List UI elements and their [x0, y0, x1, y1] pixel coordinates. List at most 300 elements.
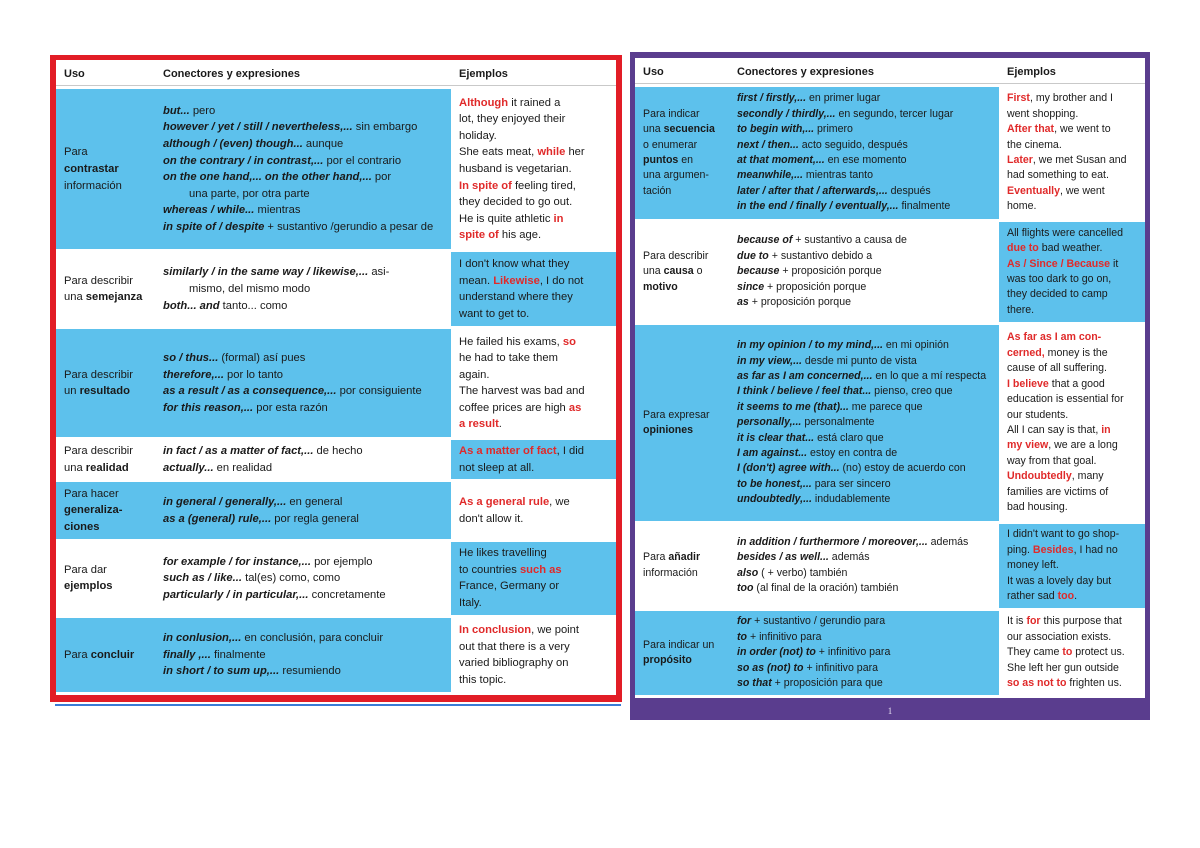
highlighted-connector: so: [562, 335, 576, 348]
highlighted-connector: Eventually: [1007, 184, 1060, 197]
text-segment: there.: [1007, 303, 1035, 316]
uso-cell: [56, 440, 155, 479]
text-line: [163, 383, 443, 400]
uso-cell: [56, 89, 155, 249]
text-segment: estoy en contra de: [807, 447, 898, 460]
text-segment: secuencia: [663, 123, 715, 136]
example-cell: [999, 611, 1145, 695]
text-line: [643, 107, 721, 122]
text-line: [1007, 614, 1137, 629]
text-line: [459, 443, 608, 460]
text-segment: realidad: [85, 461, 129, 474]
uso-cell: [635, 325, 729, 521]
text-line: [64, 502, 147, 519]
uso-cell: [635, 524, 729, 608]
text-segment: motivo: [643, 280, 678, 293]
highlighted-connector: Likewise: [493, 274, 540, 287]
bottom-rule: [55, 704, 621, 706]
text-segment: don't allow it.: [459, 512, 524, 525]
text-segment: en segundo, tercer lugar: [835, 107, 954, 120]
text-line: [1007, 226, 1137, 241]
text-segment: Para describir: [64, 368, 134, 381]
text-segment: it: [1110, 257, 1119, 270]
text-segment: to countries: [459, 563, 520, 576]
highlighted-connector: a result: [459, 418, 499, 431]
uso-cell: [56, 252, 155, 326]
connector-phrase: in order (not) to: [737, 646, 816, 659]
text-segment: , I did: [556, 445, 584, 458]
connector-phrase: at that moment,...: [737, 153, 825, 166]
text-line: [737, 566, 991, 581]
left-connectors-card: [50, 55, 622, 702]
text-line: [1007, 543, 1137, 558]
text-segment: una: [64, 291, 86, 304]
table-row: [56, 252, 616, 326]
text-line: [459, 289, 608, 306]
text-line: [459, 562, 608, 579]
text-segment: went shopping.: [1007, 107, 1079, 120]
highlighted-connector: as: [568, 401, 582, 414]
text-segment: ejemplos: [64, 580, 113, 593]
text-line: [163, 136, 443, 153]
highlighted-connector: so as not to: [1007, 677, 1067, 690]
text-line: [1007, 138, 1137, 153]
text-line: [1007, 361, 1137, 376]
connector-phrase: finally ,...: [163, 648, 211, 661]
example-cell: [451, 618, 616, 692]
text-segment: o enumerar: [643, 138, 698, 151]
table-row: [635, 87, 1145, 219]
uso-cell: [635, 87, 729, 219]
text-line: [1007, 574, 1137, 589]
text-line: [643, 184, 721, 199]
text-line: [1007, 241, 1137, 256]
text-segment: families are victims of: [1007, 485, 1109, 498]
text-segment: I didn't want to go shop-: [1007, 528, 1120, 541]
text-line: [643, 550, 721, 565]
table-row: [56, 329, 616, 437]
highlighted-connector: for: [1026, 615, 1041, 628]
connector-phrase: in conlusion,...: [163, 632, 242, 645]
text-line: [163, 367, 443, 384]
text-segment: varied bibliography on: [459, 657, 569, 670]
text-line: [737, 415, 991, 430]
connector-phrase: in short / to sum up,...: [163, 665, 280, 678]
connector-phrase: actually...: [163, 461, 214, 474]
connector-phrase: personally,...: [737, 416, 802, 429]
text-line: [1007, 676, 1137, 691]
connector-phrase: besides / as well...: [737, 551, 829, 564]
right-connectors-table: [635, 58, 1145, 698]
highlighted-connector: cerned,: [1007, 346, 1045, 359]
text-line: [459, 256, 608, 273]
example-cell: [999, 325, 1145, 521]
left-table-body: [56, 89, 616, 692]
connector-phrase: as a (general) rule,...: [163, 512, 272, 525]
text-segment: pero: [189, 104, 216, 117]
text-line: [459, 655, 608, 672]
text-segment: Italy.: [459, 597, 482, 610]
text-line: [643, 122, 721, 137]
text-line: [64, 161, 147, 178]
text-line: [1007, 589, 1137, 604]
connector-phrase: for: [737, 615, 752, 628]
text-line: [459, 128, 608, 145]
text-segment: + proposición porque: [748, 296, 851, 309]
connector-phrase: as: [737, 296, 749, 309]
highlighted-connector: Besides: [1032, 543, 1074, 556]
text-segment: propósito: [643, 653, 692, 666]
text-segment: concretamente: [308, 588, 386, 601]
uso-cell: [56, 618, 155, 692]
text-segment: + sustantivo /gerundio a pesar de: [264, 221, 434, 234]
connector-phrase: due to: [737, 249, 769, 262]
text-segment: .: [498, 418, 502, 431]
example-cell: [451, 482, 616, 538]
text-segment: her: [565, 146, 585, 159]
text-line: [163, 264, 443, 281]
text-line: [737, 431, 991, 446]
text-line: [459, 306, 608, 323]
text-segment: She left her gun outside: [1007, 661, 1119, 674]
connector-phrase: in my opinion / to my mind,...: [737, 339, 883, 352]
text-segment: por consiguiente: [336, 385, 422, 398]
text-line: [459, 595, 608, 612]
table-row: [56, 542, 616, 616]
highlighted-connector: Undoubtedly: [1007, 470, 1072, 483]
connector-phrase: later / after that / afterwards,...: [737, 184, 888, 197]
text-line: [163, 119, 443, 136]
text-segment: .: [1074, 590, 1078, 602]
text-segment: It is: [1007, 615, 1027, 628]
uso-cell: [635, 611, 729, 695]
text-line: [1007, 438, 1137, 453]
text-line: [643, 280, 721, 295]
text-segment: our students.: [1007, 408, 1069, 421]
text-line: [1007, 184, 1137, 199]
text-segment: en lo que a mí respecta: [872, 370, 987, 382]
connectors-cell: [729, 222, 999, 322]
text-segment: para ser sincero: [811, 477, 891, 490]
connector-phrase: as far as I am concerned,...: [737, 370, 873, 382]
connectors-cell: [729, 524, 999, 608]
connector-phrase: in fact / as a matter of fact,...: [163, 445, 314, 458]
text-segment: finalmente: [210, 648, 266, 661]
text-line: [459, 273, 608, 290]
text-line: [737, 199, 991, 214]
text-segment: en primer lugar: [806, 92, 881, 105]
text-line: [1007, 168, 1137, 183]
connector-phrase: particularly / in particular,...: [163, 588, 309, 601]
text-segment: understand where they: [459, 291, 573, 304]
text-line: [737, 153, 991, 168]
text-segment: they decided to go out.: [459, 196, 573, 209]
text-segment: He failed his exams,: [459, 335, 563, 348]
text-segment: I don't know what they: [459, 258, 570, 271]
text-line: [459, 178, 608, 195]
text-segment: bad weather.: [1038, 242, 1103, 255]
text-line: [459, 161, 608, 178]
text-segment: All flights were cancelled: [1007, 226, 1123, 239]
connector-phrase: but...: [163, 104, 190, 117]
text-segment: lot, they enjoyed their: [459, 113, 566, 126]
uso-cell: [635, 222, 729, 322]
text-line: [459, 545, 608, 562]
text-line: [163, 400, 443, 417]
example-cell: [999, 87, 1145, 219]
text-line: [64, 647, 147, 664]
text-segment: ping.: [1007, 543, 1033, 556]
table-row: [635, 524, 1145, 608]
header-uso: Uso: [56, 63, 155, 86]
text-line: [1007, 107, 1137, 122]
left-connectors-table: [56, 60, 616, 695]
text-segment: Para: [643, 551, 669, 564]
text-line: [737, 661, 991, 676]
text-line: [737, 645, 991, 660]
text-line: [459, 95, 608, 112]
text-line: [459, 334, 608, 351]
header-uso: Uso: [635, 61, 729, 84]
table-row: [56, 482, 616, 538]
connector-phrase: although / (even) though...: [163, 138, 303, 151]
highlighted-connector: As far as I am con-: [1007, 331, 1102, 344]
connector-phrase: since: [737, 280, 765, 293]
text-line: [163, 663, 443, 680]
text-segment: bad housing.: [1007, 500, 1068, 513]
text-segment: it rained a: [508, 96, 561, 109]
text-segment: cause of all suffering.: [1007, 362, 1107, 375]
highlighted-connector: After that: [1007, 123, 1055, 136]
text-segment: out that there is a very: [459, 640, 570, 653]
example-cell: [451, 542, 616, 616]
text-line: [459, 639, 608, 656]
connector-phrase: so as (not) to: [737, 661, 804, 674]
text-segment: , I do not: [539, 274, 584, 287]
text-line: [737, 581, 991, 596]
connector-phrase: whereas / while...: [163, 204, 255, 217]
text-segment: en conclusión, para concluir: [241, 632, 384, 645]
example-cell: [451, 329, 616, 437]
text-segment: not sleep at all.: [459, 461, 535, 474]
text-segment: mientras tanto: [802, 169, 874, 182]
text-segment: + sustantivo / gerundio para: [751, 615, 886, 628]
text-segment: añadir: [668, 551, 701, 564]
text-segment: Para dar: [64, 563, 107, 576]
text-segment: primero: [814, 123, 853, 136]
highlighted-connector: in: [1101, 423, 1111, 436]
text-segment: + infinitivo para: [747, 630, 822, 643]
connectors-cell: [155, 618, 451, 692]
text-line: [459, 194, 608, 211]
text-line: [459, 144, 608, 161]
text-line: [737, 354, 991, 369]
text-segment: husband is vegetarian.: [459, 162, 572, 175]
text-line: [1007, 303, 1137, 318]
connectors-cell: [155, 89, 451, 249]
uso-cell: [56, 329, 155, 437]
text-line: [163, 554, 443, 571]
text-line: [1007, 122, 1137, 137]
text-line: [459, 383, 608, 400]
text-segment: , we: [549, 495, 570, 508]
text-segment: una: [643, 123, 664, 136]
text-line: [1007, 454, 1137, 469]
text-segment: this purpose that: [1040, 615, 1122, 628]
text-line: [163, 443, 443, 460]
text-line: [643, 249, 721, 264]
connector-phrase: to be honest,...: [737, 477, 812, 490]
text-segment: , we point: [531, 623, 579, 636]
text-segment: money left.: [1007, 559, 1059, 572]
text-segment: feeling tired,: [511, 179, 576, 192]
text-segment: por lo tanto: [223, 368, 284, 381]
text-line: [737, 107, 991, 122]
text-line: [1007, 272, 1137, 287]
text-segment: Para: [64, 648, 91, 661]
text-line: [737, 676, 991, 691]
text-line: [737, 550, 991, 565]
text-segment: + proposición para que: [771, 677, 883, 690]
page-number: 1: [887, 706, 893, 716]
text-segment: por ejemplo: [310, 555, 373, 568]
text-segment: o: [693, 265, 703, 278]
text-segment: indudablemente: [811, 493, 891, 506]
text-line: [163, 570, 443, 587]
header-ejemplos: Ejemplos: [451, 63, 616, 86]
text-line: [1007, 485, 1137, 500]
text-line: [64, 460, 147, 477]
text-line: [163, 647, 443, 664]
highlighted-connector: As / Since / Because: [1007, 257, 1111, 270]
text-line: [737, 233, 991, 248]
text-segment: sin embargo: [352, 121, 418, 134]
text-segment: home.: [1007, 200, 1037, 213]
text-segment: opiniones: [643, 423, 694, 436]
text-line: [459, 494, 608, 511]
text-line: [1007, 645, 1137, 660]
text-segment: me parece que: [848, 400, 923, 413]
text-segment: asi-: [368, 266, 390, 279]
text-segment: our association exists.: [1007, 630, 1112, 643]
text-line: [459, 367, 608, 384]
connector-phrase: first / firstly,...: [737, 92, 807, 105]
text-line: [737, 264, 991, 279]
text-line: [1007, 199, 1137, 214]
text-segment: pienso, creo que: [871, 385, 953, 398]
text-line: [737, 446, 991, 461]
text-line: [737, 122, 991, 137]
highlighted-connector: while: [537, 146, 566, 159]
text-line: [737, 369, 991, 384]
text-line: [643, 264, 721, 279]
text-segment: Para hacer: [64, 487, 119, 500]
text-segment: personalmente: [801, 416, 875, 429]
highlighted-connector: As a matter of fact: [459, 445, 557, 458]
uso-cell: [56, 542, 155, 616]
connector-phrase: as a result / as a consequence,...: [163, 385, 337, 398]
text-line: [163, 630, 443, 647]
connectors-cell: [729, 87, 999, 219]
text-segment: además: [927, 536, 969, 549]
text-line: [64, 562, 147, 579]
text-segment: causa: [663, 265, 694, 278]
right-table-body: [635, 87, 1145, 695]
text-line: [459, 622, 608, 639]
connector-phrase: because of: [737, 234, 793, 247]
connectors-cell: [155, 440, 451, 479]
highlighted-connector: First: [1007, 92, 1030, 105]
text-line: [737, 184, 991, 199]
text-segment: Para describir: [64, 274, 134, 287]
table-row: [56, 618, 616, 692]
text-line: [737, 400, 991, 415]
text-line: [737, 138, 991, 153]
highlighted-connector: too: [1057, 590, 1075, 602]
text-segment: por el contrario: [323, 154, 402, 167]
connector-phrase: in spite of / despite: [163, 221, 265, 234]
text-line: [459, 227, 608, 244]
text-segment: mean.: [459, 274, 494, 287]
text-line: [459, 350, 608, 367]
text-line: [64, 144, 147, 161]
text-line: [643, 153, 721, 168]
highlighted-connector: In spite of: [459, 179, 512, 192]
text-segment: está claro que: [814, 431, 884, 444]
connector-phrase: in general / generally,...: [163, 495, 287, 508]
header-conectores: Conectores y expresiones: [155, 63, 451, 86]
connector-phrase: so that: [737, 677, 772, 690]
text-segment: + infinitivo para: [815, 646, 891, 659]
connector-phrase: next / then...: [737, 138, 799, 151]
text-segment: tal(es) como, como: [241, 572, 341, 585]
connector-phrase: it is clear that...: [737, 431, 815, 444]
text-line: [163, 281, 443, 298]
connector-phrase: for this reason,...: [163, 401, 254, 414]
example-cell: [999, 222, 1145, 322]
text-segment: the cinema.: [1007, 138, 1062, 151]
example-cell: [451, 89, 616, 249]
text-line: [1007, 153, 1137, 168]
text-segment: ciones: [64, 520, 100, 533]
text-line: [163, 511, 443, 528]
text-segment: contrastar: [64, 162, 119, 175]
text-line: [1007, 257, 1137, 272]
text-segment: tanto... como: [219, 299, 288, 312]
text-segment: this topic.: [459, 673, 507, 686]
text-line: [643, 408, 721, 423]
text-line: [163, 298, 443, 315]
text-segment: en ese momento: [824, 153, 907, 166]
table-row: [56, 440, 616, 479]
text-line: [64, 486, 147, 503]
text-line: [64, 273, 147, 290]
text-segment: en realidad: [213, 461, 273, 474]
text-line: [64, 578, 147, 595]
text-segment: Para indicar: [643, 107, 700, 120]
text-line: [163, 153, 443, 170]
text-segment: tación: [643, 184, 672, 197]
connector-phrase: however / yet / still / nevertheless,...: [163, 121, 353, 134]
text-line: [459, 211, 608, 228]
text-line: [1007, 423, 1137, 438]
text-line: [64, 443, 147, 460]
connector-phrase: both... and: [163, 299, 220, 312]
text-segment: The harvest was bad and: [459, 385, 585, 398]
connector-phrase: also: [737, 566, 759, 579]
text-line: [459, 460, 608, 477]
text-line: [737, 338, 991, 353]
